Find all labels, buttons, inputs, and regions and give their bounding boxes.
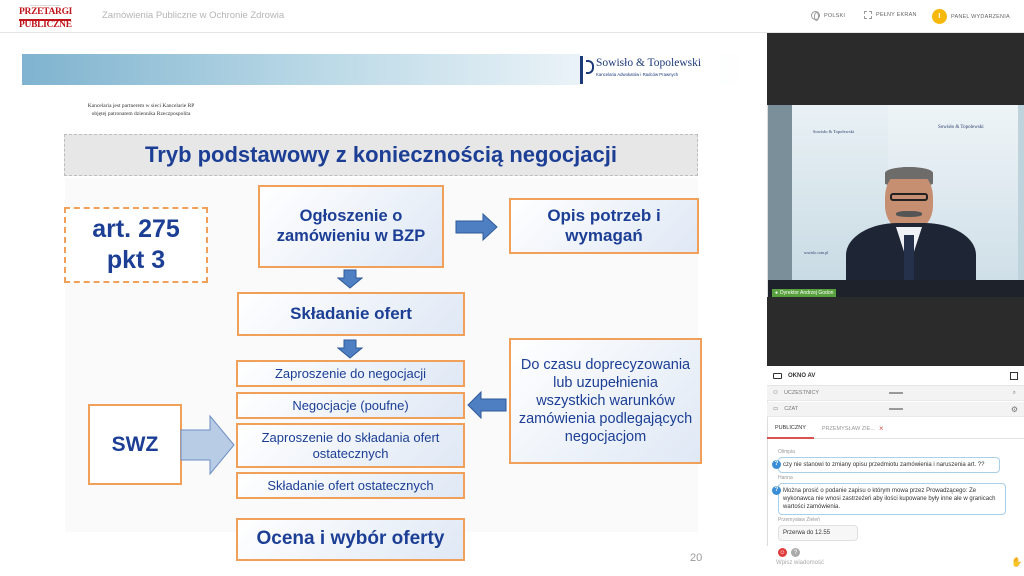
arrow-down-icon <box>337 269 363 289</box>
swz-text: SWZ <box>111 432 159 456</box>
do-czasu-text: Do czasu doprecyzowania lub uzupełnienia wszystkich warunków zamówienia podlegających negocjacjom <box>518 356 693 446</box>
speaker-video[interactable] <box>768 105 1024 297</box>
opis-text: Opis potrzeb i wymagań <box>547 205 661 245</box>
event-panel-button[interactable] <box>932 9 1010 24</box>
top-bar <box>0 0 1024 33</box>
chat-text: Przerwa do 12.55 <box>783 530 831 536</box>
arrow-down-icon <box>337 339 363 359</box>
gear-icon[interactable]: ⚙ <box>1010 404 1018 414</box>
chat-message <box>774 475 1006 515</box>
chat-drag-handle[interactable] <box>889 408 903 410</box>
speaker-label <box>772 289 836 297</box>
zaproszenie-ofert-box <box>236 423 465 468</box>
video-letterbox-top <box>767 33 1024 105</box>
event-avatar: I <box>932 9 947 24</box>
skladanie-box <box>237 292 465 336</box>
chat-text: Można prosić o podanie zapisu o którym mowa przez Prowadzącego: Ze wykonawca nie wnosi zastrzeżeń aby ilości kupowane były inne ale w granicach wartości zamówienia. <box>783 488 996 511</box>
firm-mark-icon <box>580 56 594 84</box>
firm-name: Sowisło & Topolewski <box>596 57 702 69</box>
slide-title: Tryb podstawowy z koniecznością negocjacji <box>64 134 698 176</box>
arrow-right-icon <box>455 212 499 242</box>
logo-tagline: GAZETA ZAMÓWIENIOWA <box>29 5 61 7</box>
ogloszenie-box <box>258 185 444 268</box>
chat-icon: ▭ <box>773 406 779 412</box>
participants-icon: ⚇ <box>773 390 778 396</box>
ocena-box <box>236 518 465 561</box>
fullscreen-icon <box>864 11 872 19</box>
language-label: POLSKI <box>824 12 846 19</box>
zaproszenie-ofert-text: Zaproszenie do składania ofert ostatecznych <box>261 429 440 461</box>
chat-text: czy nie stanowi to zmiany opisu przedmiotu zamówienia i naruszenia art. ?? <box>783 462 985 468</box>
fullscreen-label: PEŁNY EKRAN <box>876 12 917 18</box>
article-text: art. 275 pkt 3 <box>92 214 180 274</box>
av-window-label: OKNO AV <box>788 372 816 379</box>
popout-icon[interactable] <box>1010 372 1018 380</box>
close-icon[interactable]: × <box>878 424 884 433</box>
hand-icon[interactable]: ✋ <box>1011 557 1023 567</box>
question-icon: ? <box>772 460 781 469</box>
participants-row[interactable] <box>767 386 1024 401</box>
video-banner-text: Sowisło & Topolewski <box>813 129 855 134</box>
ocena-text: Ocena i wybór oferty <box>256 528 445 550</box>
fullscreen-button[interactable] <box>864 11 917 19</box>
video-banner-text: Sowisło & Topolewski <box>938 125 984 130</box>
negocjacje-text: Negocjacje (poufne) <box>292 397 409 413</box>
skladanie-ostatecznych-box <box>236 472 465 499</box>
opis-box <box>509 198 699 254</box>
chat-message <box>778 517 858 541</box>
participants-label: UCZESTNICY <box>783 390 820 396</box>
chat-label: CZAT <box>784 406 799 412</box>
search-icon[interactable]: ⌕ <box>1012 389 1016 396</box>
logo-line-1: PRZETARGI <box>19 7 73 17</box>
zaproszenie-negocjacji-text: Zaproszenie do negocjacji <box>274 365 427 381</box>
video-banner-url: sowislo.com.pl <box>804 250 829 255</box>
partner-note: Kancelaria jest partnerem w sieci Kancelarie RP objętej patronatem dziennika Rzeczpospolita <box>87 103 195 117</box>
swz-box <box>88 404 182 485</box>
av-window-header[interactable] <box>767 366 1024 386</box>
video-letterbox-bottom <box>767 297 1024 366</box>
przetargi-publiczne-logo[interactable] <box>19 5 73 30</box>
firm-logo <box>580 54 720 86</box>
help-icon[interactable]: ? <box>791 548 800 557</box>
arrow-left-icon <box>467 391 507 419</box>
do-czasu-box <box>509 338 702 464</box>
chat-row[interactable] <box>767 402 1024 417</box>
ogloszenie-text: Ogłoszenie o zamówieniu w BZP <box>276 206 426 245</box>
event-title: Zamówienia Publiczne w Ochronie Zdrowia <box>102 10 285 21</box>
chat-author: Hanna <box>778 475 793 481</box>
globe-icon <box>811 11 820 20</box>
language-button[interactable] <box>811 11 845 20</box>
skladanie-ostatecznych-text: Składanie ofert ostatecznych <box>267 477 434 493</box>
arrow-right-icon <box>180 414 236 476</box>
glasses-icon <box>890 193 928 201</box>
tab-private-label: PRZEMYSŁAW ZIE... <box>821 425 875 432</box>
zaproszenie-negocjacji-box <box>236 360 465 387</box>
question-icon: ? <box>772 486 781 495</box>
chat-input[interactable]: Wpisz wiadomość <box>776 560 825 566</box>
chat-message <box>774 449 1000 473</box>
camera-icon <box>773 373 782 379</box>
negocjacje-box <box>236 392 465 419</box>
emoji-icon[interactable]: ☺ <box>779 549 786 556</box>
article-box <box>64 207 208 283</box>
slide-page-number: 20 <box>690 552 703 564</box>
event-panel-label: PANEL WYDARZENIA <box>951 13 1010 20</box>
participants-drag-handle[interactable] <box>889 392 903 394</box>
mic-icon: ● <box>775 290 779 296</box>
skladanie-text: Składanie ofert <box>290 303 412 323</box>
firm-subtitle: Kancelaria Adwokatów i Radców Prawnych <box>596 72 679 77</box>
chat-tabs <box>767 419 1024 439</box>
speaker-name: Dyrektor Andrzej Godon <box>780 290 834 296</box>
chat-author: Przemysław Zieleń <box>778 517 820 523</box>
chat-author: Olimpia <box>778 449 795 455</box>
tab-private[interactable] <box>814 419 892 439</box>
tab-public[interactable]: PUBLICZNY <box>767 419 814 439</box>
logo-line-2: PUBLICZNE <box>19 19 72 30</box>
